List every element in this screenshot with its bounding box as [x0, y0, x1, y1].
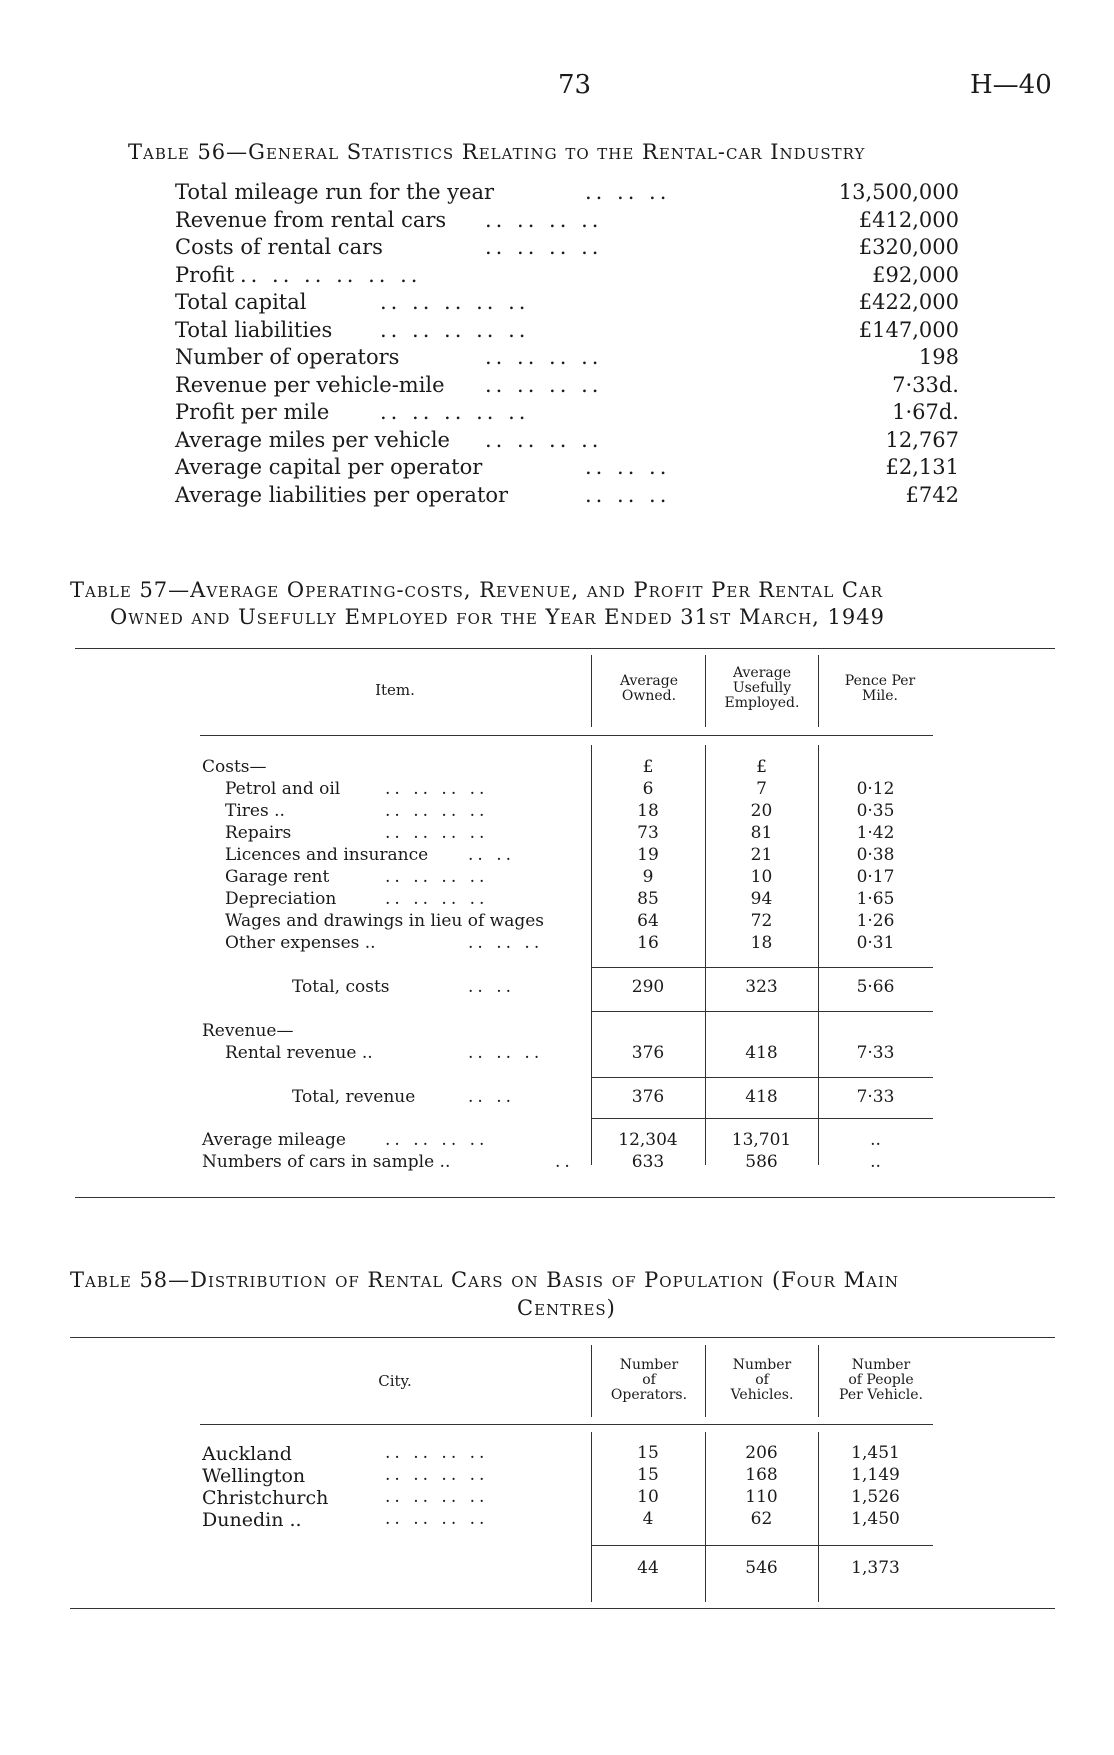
table56-row-label: Number of operators: [175, 345, 400, 369]
table58-header-divider: [591, 1345, 592, 1417]
table57-cost-pence: 1·42: [856, 823, 895, 843]
table56-row-value: £742: [905, 482, 959, 507]
table57-cost-employed: 18: [750, 933, 773, 953]
table57-cost-employed: 21: [750, 845, 773, 865]
table56-row-dots: .. .. .. .. .. ..: [240, 262, 422, 287]
table57-cost-item: Licences and insurance: [225, 845, 429, 865]
table56-row-value: £422,000: [858, 290, 959, 314]
table57-total-costs-pence: 5·66: [856, 977, 895, 997]
table56-row-dots: .. .. .. .. ..: [380, 317, 530, 342]
table56-row-value: £320,000: [858, 235, 959, 259]
table56-row-dots: .. .. ..: [585, 455, 671, 479]
table57-rental-revenue-dots: .. .. ..: [468, 1043, 544, 1063]
table56-row-dots: .. .. .. .. ..: [380, 290, 530, 314]
table56-row-label: Revenue from rental cars: [175, 207, 447, 232]
table57-cost-employed: 94: [750, 889, 773, 909]
table58-operators: 10: [637, 1487, 659, 1507]
table57-total-revenue-pence: 7·33: [856, 1087, 895, 1107]
table58-total-operators: 44: [637, 1558, 659, 1578]
table57-cost-dots: .. .. ..: [468, 933, 544, 953]
table58-people: 1,526: [851, 1487, 900, 1507]
table58-header-divider: [705, 1345, 706, 1417]
table57-cost-item: Garage rent: [225, 867, 330, 887]
table57-cost-pence: 0·31: [856, 933, 895, 953]
table57-subtotal-rule: [592, 1077, 933, 1078]
table56-row-label: Costs of rental cars: [175, 235, 383, 259]
table57-total-revenue-label: Total, revenue: [292, 1087, 416, 1107]
table57-cost-owned: 6: [642, 779, 654, 799]
table58-title-line2: Centres): [517, 1296, 616, 1320]
table57-cost-owned: 9: [642, 867, 654, 887]
table58-city: Auckland: [202, 1443, 292, 1465]
table56-row-dots: .. .. .. ..: [485, 427, 603, 452]
table57-rental-revenue-pence: 7·33: [856, 1043, 895, 1063]
table57-cost-pence: 0·38: [856, 845, 895, 865]
table57-bottom-rule: [75, 1197, 1055, 1198]
table57-average-mileage-pence: ..: [870, 1130, 881, 1150]
table57-currency-owned: £: [642, 757, 654, 777]
table57-header-employed: Average Usefully Employed.: [724, 665, 800, 711]
table58-vehicles: 206: [745, 1443, 778, 1463]
table57-average-mileage-item: Average mileage: [202, 1130, 346, 1150]
table56-row-value: 12,767: [885, 427, 959, 452]
table56-row-value: £147,000: [858, 317, 959, 342]
table56-row-dots: .. .. ..: [585, 180, 671, 204]
table58-top-rule: [70, 1337, 1055, 1338]
table57-rental-revenue-owned: 376: [631, 1043, 665, 1063]
table57-average-mileage-owned: 12,304: [618, 1130, 678, 1150]
table56-row-value: 13,500,000: [838, 180, 959, 204]
table57-cars-sample-dots: ..: [555, 1152, 574, 1172]
table57-cost-item: Other expenses ..: [225, 933, 376, 953]
table56-row-dots: .. .. .. ..: [485, 235, 603, 259]
document-reference: H—40: [970, 70, 1052, 100]
table57-cost-pence: 0·35: [856, 801, 895, 821]
table58-people: 1,149: [851, 1465, 900, 1485]
table56-row-value: £2,131: [885, 455, 959, 479]
table57-cars-sample-pence: ..: [870, 1152, 881, 1172]
table57-cost-employed: 72: [750, 911, 773, 931]
table57-top-rule: [75, 648, 1055, 649]
table58-header-rule: [200, 1424, 933, 1425]
table56-row-label: Total capital: [175, 290, 307, 314]
table57-header-divider: [591, 655, 592, 727]
table58-header-city: City.: [378, 1372, 412, 1390]
table57-cost-employed: 81: [750, 823, 773, 843]
table56-row-value: 7·33d.: [892, 372, 959, 397]
table57-cost-pence: 1·65: [856, 889, 895, 909]
table57-cost-pence: 1·26: [856, 911, 895, 931]
table58-vehicles: 62: [750, 1509, 773, 1529]
table56-row-dots: .. .. .. .. ..: [380, 400, 530, 424]
table57-costs-label: Costs—: [202, 757, 267, 777]
table58-dots: .. .. .. ..: [385, 1465, 489, 1485]
table58-header-operators: Number of Operators.: [610, 1357, 688, 1403]
table56-row-label: Average miles per vehicle: [175, 427, 450, 452]
table57-cost-item: Tires ..: [225, 801, 285, 821]
table58-total-people: 1,373: [851, 1558, 900, 1578]
table58-total-rule: [592, 1545, 933, 1546]
table57-rental-revenue-item: Rental revenue ..: [225, 1043, 373, 1063]
table56-row-label: Profit per mile: [175, 400, 330, 424]
table57-cost-pence: 0·17: [856, 867, 895, 887]
table57-currency-employed: £: [756, 757, 767, 777]
table57-cost-item: Repairs: [225, 823, 292, 843]
table56: [0, 180, 1114, 520]
table56-row-value: 1·67d.: [892, 400, 959, 424]
table57-cost-employed: 20: [750, 801, 773, 821]
table57-total-costs-employed: 323: [745, 977, 778, 997]
table57-cost-owned: 18: [637, 801, 659, 821]
table58-total-vehicles: 546: [745, 1558, 778, 1578]
table56-row-dots: .. .. .. ..: [485, 207, 603, 232]
table58-operators: 4: [642, 1509, 654, 1529]
table57-cost-pence: 0·12: [856, 779, 895, 799]
table57-cars-sample-employed: 586: [745, 1152, 778, 1172]
table57-header-divider: [818, 655, 819, 727]
table57-cost-item: Petrol and oil: [225, 779, 341, 799]
table56-row-label: Revenue per vehicle-mile: [175, 372, 445, 397]
table57-total-revenue-dots: .. ..: [468, 1087, 516, 1107]
table57-cost-dots: .. .. .. ..: [385, 867, 489, 887]
table57-rental-revenue-employed: 418: [745, 1043, 778, 1063]
table57-total-revenue-owned: 376: [631, 1087, 665, 1107]
table57-cost-owned: 85: [637, 889, 659, 909]
table57-cost-owned: 73: [637, 823, 659, 843]
table57-header-rule: [200, 735, 933, 736]
page-number: 73: [558, 70, 592, 100]
table57-cost-dots: .. .. .. ..: [385, 801, 489, 821]
table56-row-label: Total mileage run for the year: [175, 180, 495, 204]
table56-row-dots: .. .. .. ..: [485, 345, 603, 369]
table57-cost-dots: .. .. .. ..: [385, 823, 489, 843]
table57-average-mileage-dots: .. .. .. ..: [385, 1130, 489, 1150]
table57-subtotal-rule: [592, 1118, 933, 1119]
table56-row-label: Profit: [175, 262, 235, 287]
table58-dots: .. .. .. ..: [385, 1509, 489, 1529]
table58-bottom-rule: [70, 1608, 1055, 1609]
table58-vehicles: 110: [745, 1487, 778, 1507]
table58-header-divider: [818, 1345, 819, 1417]
table57-cost-dots: .. .. .. ..: [385, 889, 489, 909]
table57-cars-sample-owned: 633: [631, 1152, 665, 1172]
table57-header-item: Item.: [375, 681, 415, 699]
table58-people: 1,450: [851, 1509, 900, 1529]
table58-header-people: Number of People Per Vehicle.: [839, 1357, 923, 1403]
table58-dots: .. .. .. ..: [385, 1443, 489, 1463]
table57-revenue-label: Revenue—: [202, 1021, 294, 1041]
table58-city: Wellington: [202, 1465, 306, 1487]
table56-title: Table 56—General Statistics Relating to the Rental-car Industry: [128, 140, 866, 164]
table57-subtotal-rule: [592, 1011, 933, 1012]
table57-subtotal-rule: [592, 967, 933, 968]
table56-row-dots: .. .. .. ..: [485, 372, 603, 397]
table57-cost-owned: 19: [637, 845, 659, 865]
table58-people: 1,451: [851, 1443, 900, 1463]
table56-row-dots: .. .. ..: [585, 482, 671, 507]
table57-total-costs-owned: 290: [631, 977, 665, 997]
table58-header-vehicles: Number of Vehicles.: [730, 1357, 794, 1403]
table57-cost-item: Depreciation: [225, 889, 337, 909]
table57-average-mileage-employed: 13,701: [731, 1130, 792, 1150]
table56-row-label: Average capital per operator: [175, 455, 483, 479]
table56-row-value: 198: [918, 345, 959, 369]
table57-header-owned: Average Owned.: [619, 673, 679, 704]
table57-total-costs-dots: .. ..: [468, 977, 516, 997]
table58-title-line1: Table 58—Distribution of Rental Cars on Basis of Population (Four Main: [70, 1268, 900, 1292]
table58-operators: 15: [637, 1443, 659, 1463]
table56-row-value: £92,000: [872, 262, 959, 287]
table57-cost-owned: 16: [637, 933, 659, 953]
table58-city: Dunedin ..: [202, 1509, 302, 1531]
table56-row-label: Total liabilities: [175, 317, 333, 342]
table57-cost-employed: 10: [750, 867, 773, 887]
table57-cost-dots: .. ..: [468, 845, 516, 865]
table57-cost-item: Wages and drawings in lieu of wages: [225, 911, 545, 931]
table57-header-pence: Pence Per Mile.: [844, 673, 916, 704]
table58-city: Christchurch: [202, 1487, 329, 1509]
table58-vehicles: 168: [745, 1465, 778, 1485]
table57-cars-sample-item: Numbers of cars in sample ..: [202, 1152, 451, 1172]
table57-cost-employed: 7: [756, 779, 767, 799]
table58-operators: 15: [637, 1465, 659, 1485]
table57-cost-dots: .. .. .. ..: [385, 779, 489, 799]
table56-row-value: £412,000: [858, 207, 959, 232]
table57-cost-owned: 64: [637, 911, 659, 931]
table57-total-revenue-employed: 418: [745, 1087, 778, 1107]
table57-header-divider: [705, 655, 706, 727]
table57-title-line1: Table 57—Average Operating-costs, Revenue, and Profit Per Rental Car: [70, 578, 884, 602]
table57-total-costs-label: Total, costs: [292, 977, 390, 997]
table58-dots: .. .. .. ..: [385, 1487, 489, 1507]
table56-row-label: Average liabilities per operator: [175, 482, 509, 507]
table57-title-line2: Owned and Usefully Employed for the Year Ended 31st March, 1949: [110, 605, 885, 629]
